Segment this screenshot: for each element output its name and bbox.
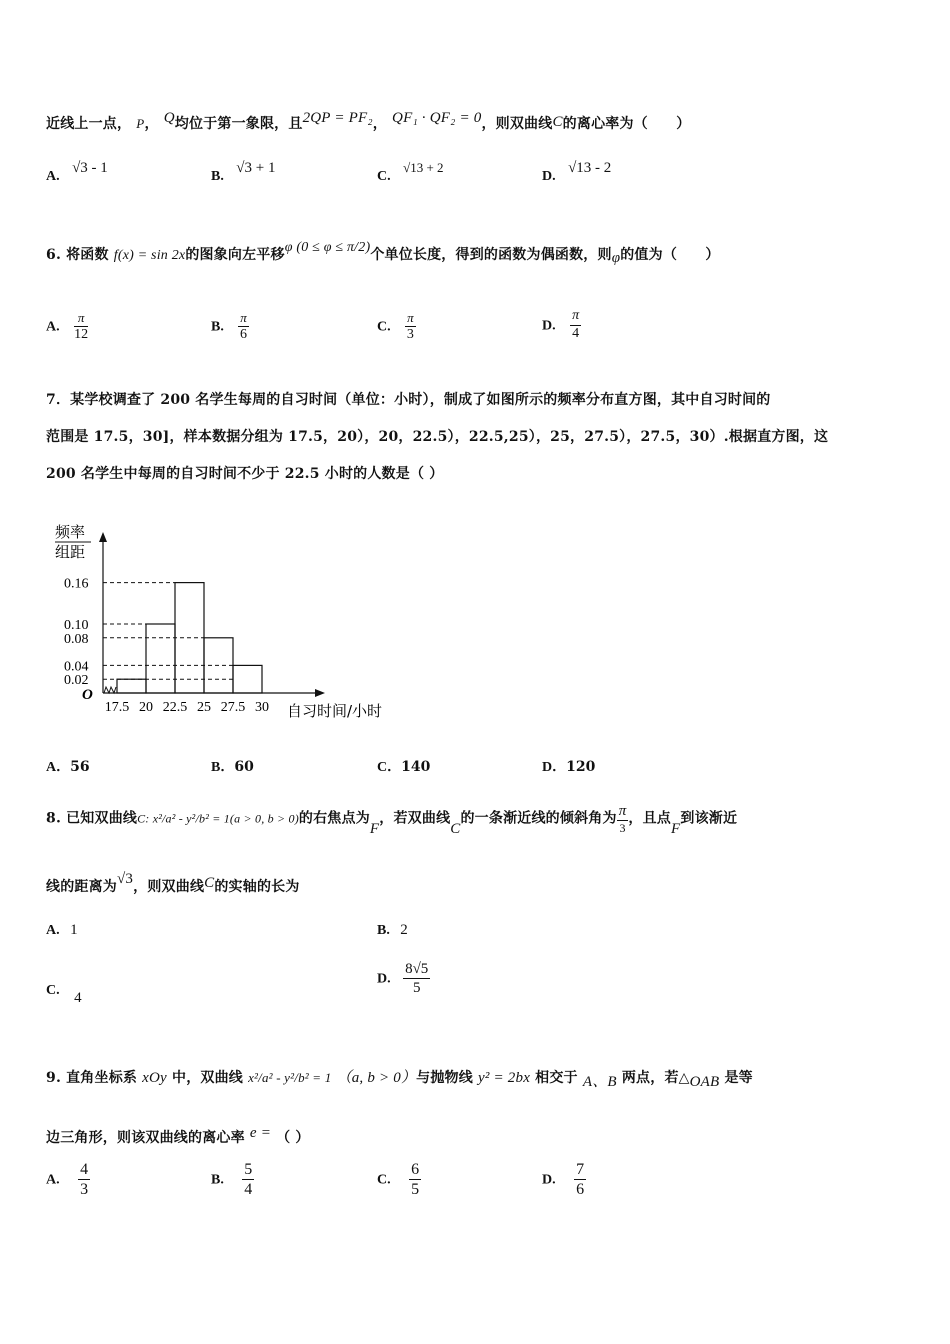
x-tick-label: 22.5 [162, 700, 188, 715]
q8-option-c[interactable]: C. 4 [46, 983, 82, 1006]
y-label-top: 频率 [55, 523, 86, 541]
y-tick-label: 0.16 [64, 576, 89, 592]
q8-line-2: 线的距离为√3，则双曲线C的实轴的长为 [46, 871, 300, 895]
q9-option-a[interactable]: A. $\frac{4}{3}$ [46, 1161, 89, 1199]
y-tick-label: 0.04 [64, 659, 89, 675]
x-tick-label: 17.5 [104, 700, 130, 715]
histogram-bar [233, 665, 262, 693]
q9-option-d[interactable]: D. $\frac{7}{6}$ [542, 1161, 585, 1199]
q9-option-b[interactable]: B. $\frac{5}{4}$ [211, 1161, 253, 1199]
q8-option-a[interactable]: A. 1 [46, 922, 78, 938]
q5-option-d[interactable]: D. √13 - 2 [542, 160, 612, 184]
angle-fraction: $\frac{\pi}{3}$ [618, 803, 627, 835]
q6-option-c[interactable]: C. $\frac{\pi}{3}$ [377, 310, 414, 342]
q9-option-c[interactable]: C. $\frac{6}{5}$ [377, 1161, 420, 1199]
x-tick-label: 25 [197, 700, 211, 715]
x-tick-label: 20 [139, 700, 153, 715]
q7-option-b[interactable]: B．60 [211, 759, 254, 775]
y-label-bottom: 组距 [55, 543, 86, 561]
q5-stem: 近线上一点， P， Q均位于第一象限，且2QP = PF₂， QF₁ · QF₂ = 0，则双曲线C的离心率为（ ） [46, 110, 691, 132]
q7-line-2: 范围是 17.5，30]，样本数据分组为 17.5，20），20，22.5），22.5,25），25，27.5），27.5，30）.根据直方图，这 [46, 429, 829, 445]
fraction: $\frac{5}{4}$ [244, 1161, 253, 1199]
fraction: $\frac{7}{6}$ [576, 1161, 585, 1199]
y-axis-arrow [99, 532, 107, 542]
q6-option-d[interactable]: D. $\frac{\pi}{4}$ [542, 308, 580, 341]
histogram-bar [117, 679, 146, 693]
q7-line-1: 7．某学校调查了 200 名学生每周的自习时间（单位：小时），制成了如图所示的频率分布直方图，其中自习时间的 [46, 392, 771, 408]
fraction: $\frac{\pi}{4}$ [572, 308, 580, 341]
x-tick-label: 27.5 [220, 700, 246, 715]
y-tick-label: 0.02 [64, 673, 89, 689]
y-tick-label: 0.10 [64, 618, 89, 633]
y-tick-label: 0.08 [64, 631, 89, 647]
q8-option-b[interactable]: B. 2 [377, 922, 408, 938]
x-axis-arrow [315, 689, 325, 697]
q6-option-b[interactable]: B. $\frac{\pi}{6}$ [211, 310, 248, 342]
q8-stem: 8. 已知双曲线C: x²/a² - y²/b² = 1(a > 0, b > 0)的右焦点为F，若双曲线C的一条渐近线的倾斜角为 $\frac{\pi}{3}$ ，且点F到该渐近 [46, 803, 738, 837]
q6-option-a[interactable]: A. $\frac{\pi}{12}$ [46, 310, 89, 342]
q8-option-d[interactable]: D. $\frac{8√5}{5}$ [377, 961, 429, 996]
q9-stem: 9. 直角坐标系 xOy 中，双曲线 x²/a² - y²/b² = 1 （a, b > 0）与抛物线 y² = 2bx 相交于 A、B 两点，若△OAB 是等 [46, 1070, 753, 1090]
q7-line-3: 200 名学生中每周的自习时间不少于 22.5 小时的人数是（ ） [46, 466, 444, 482]
fraction: $\frac{8√5}{5}$ [405, 961, 429, 996]
q7-option-c[interactable]: C．140 [377, 759, 431, 775]
fraction: $\frac{\pi}{6}$ [240, 310, 248, 342]
q5-option-a[interactable]: A. √3 - 1 [46, 160, 108, 184]
fraction: $\frac{\pi}{3}$ [406, 310, 414, 342]
histogram-bar [146, 624, 175, 693]
origin-label: O [82, 687, 93, 703]
fraction: $\frac{\pi}{12}$ [74, 310, 89, 342]
q6-stem: 6. 将函数 f(x) = sin 2x的图象向左平移φ (0 ≤ φ ≤ π/2)个单位长度，得到的函数为偶函数，则φ的值为（ ） [46, 240, 720, 266]
frequency-histogram [40, 512, 410, 727]
q5-option-b[interactable]: B. √3 + 1 [211, 160, 276, 184]
axis-break [104, 687, 116, 693]
q5-option-c[interactable]: C. √13 + 2 [377, 160, 444, 184]
q7-option-a[interactable]: A．56 [46, 759, 90, 775]
x-tick-label: 30 [255, 700, 269, 715]
fraction: $\frac{6}{5}$ [411, 1161, 420, 1199]
q7-option-d[interactable]: D．120 [542, 759, 596, 775]
x-axis-label: 自习时间/小时 [287, 702, 383, 720]
q9-line-2: 边三角形，则该双曲线的离心率 e = （ ） [46, 1125, 310, 1146]
fraction: $\frac{4}{3}$ [80, 1161, 89, 1199]
